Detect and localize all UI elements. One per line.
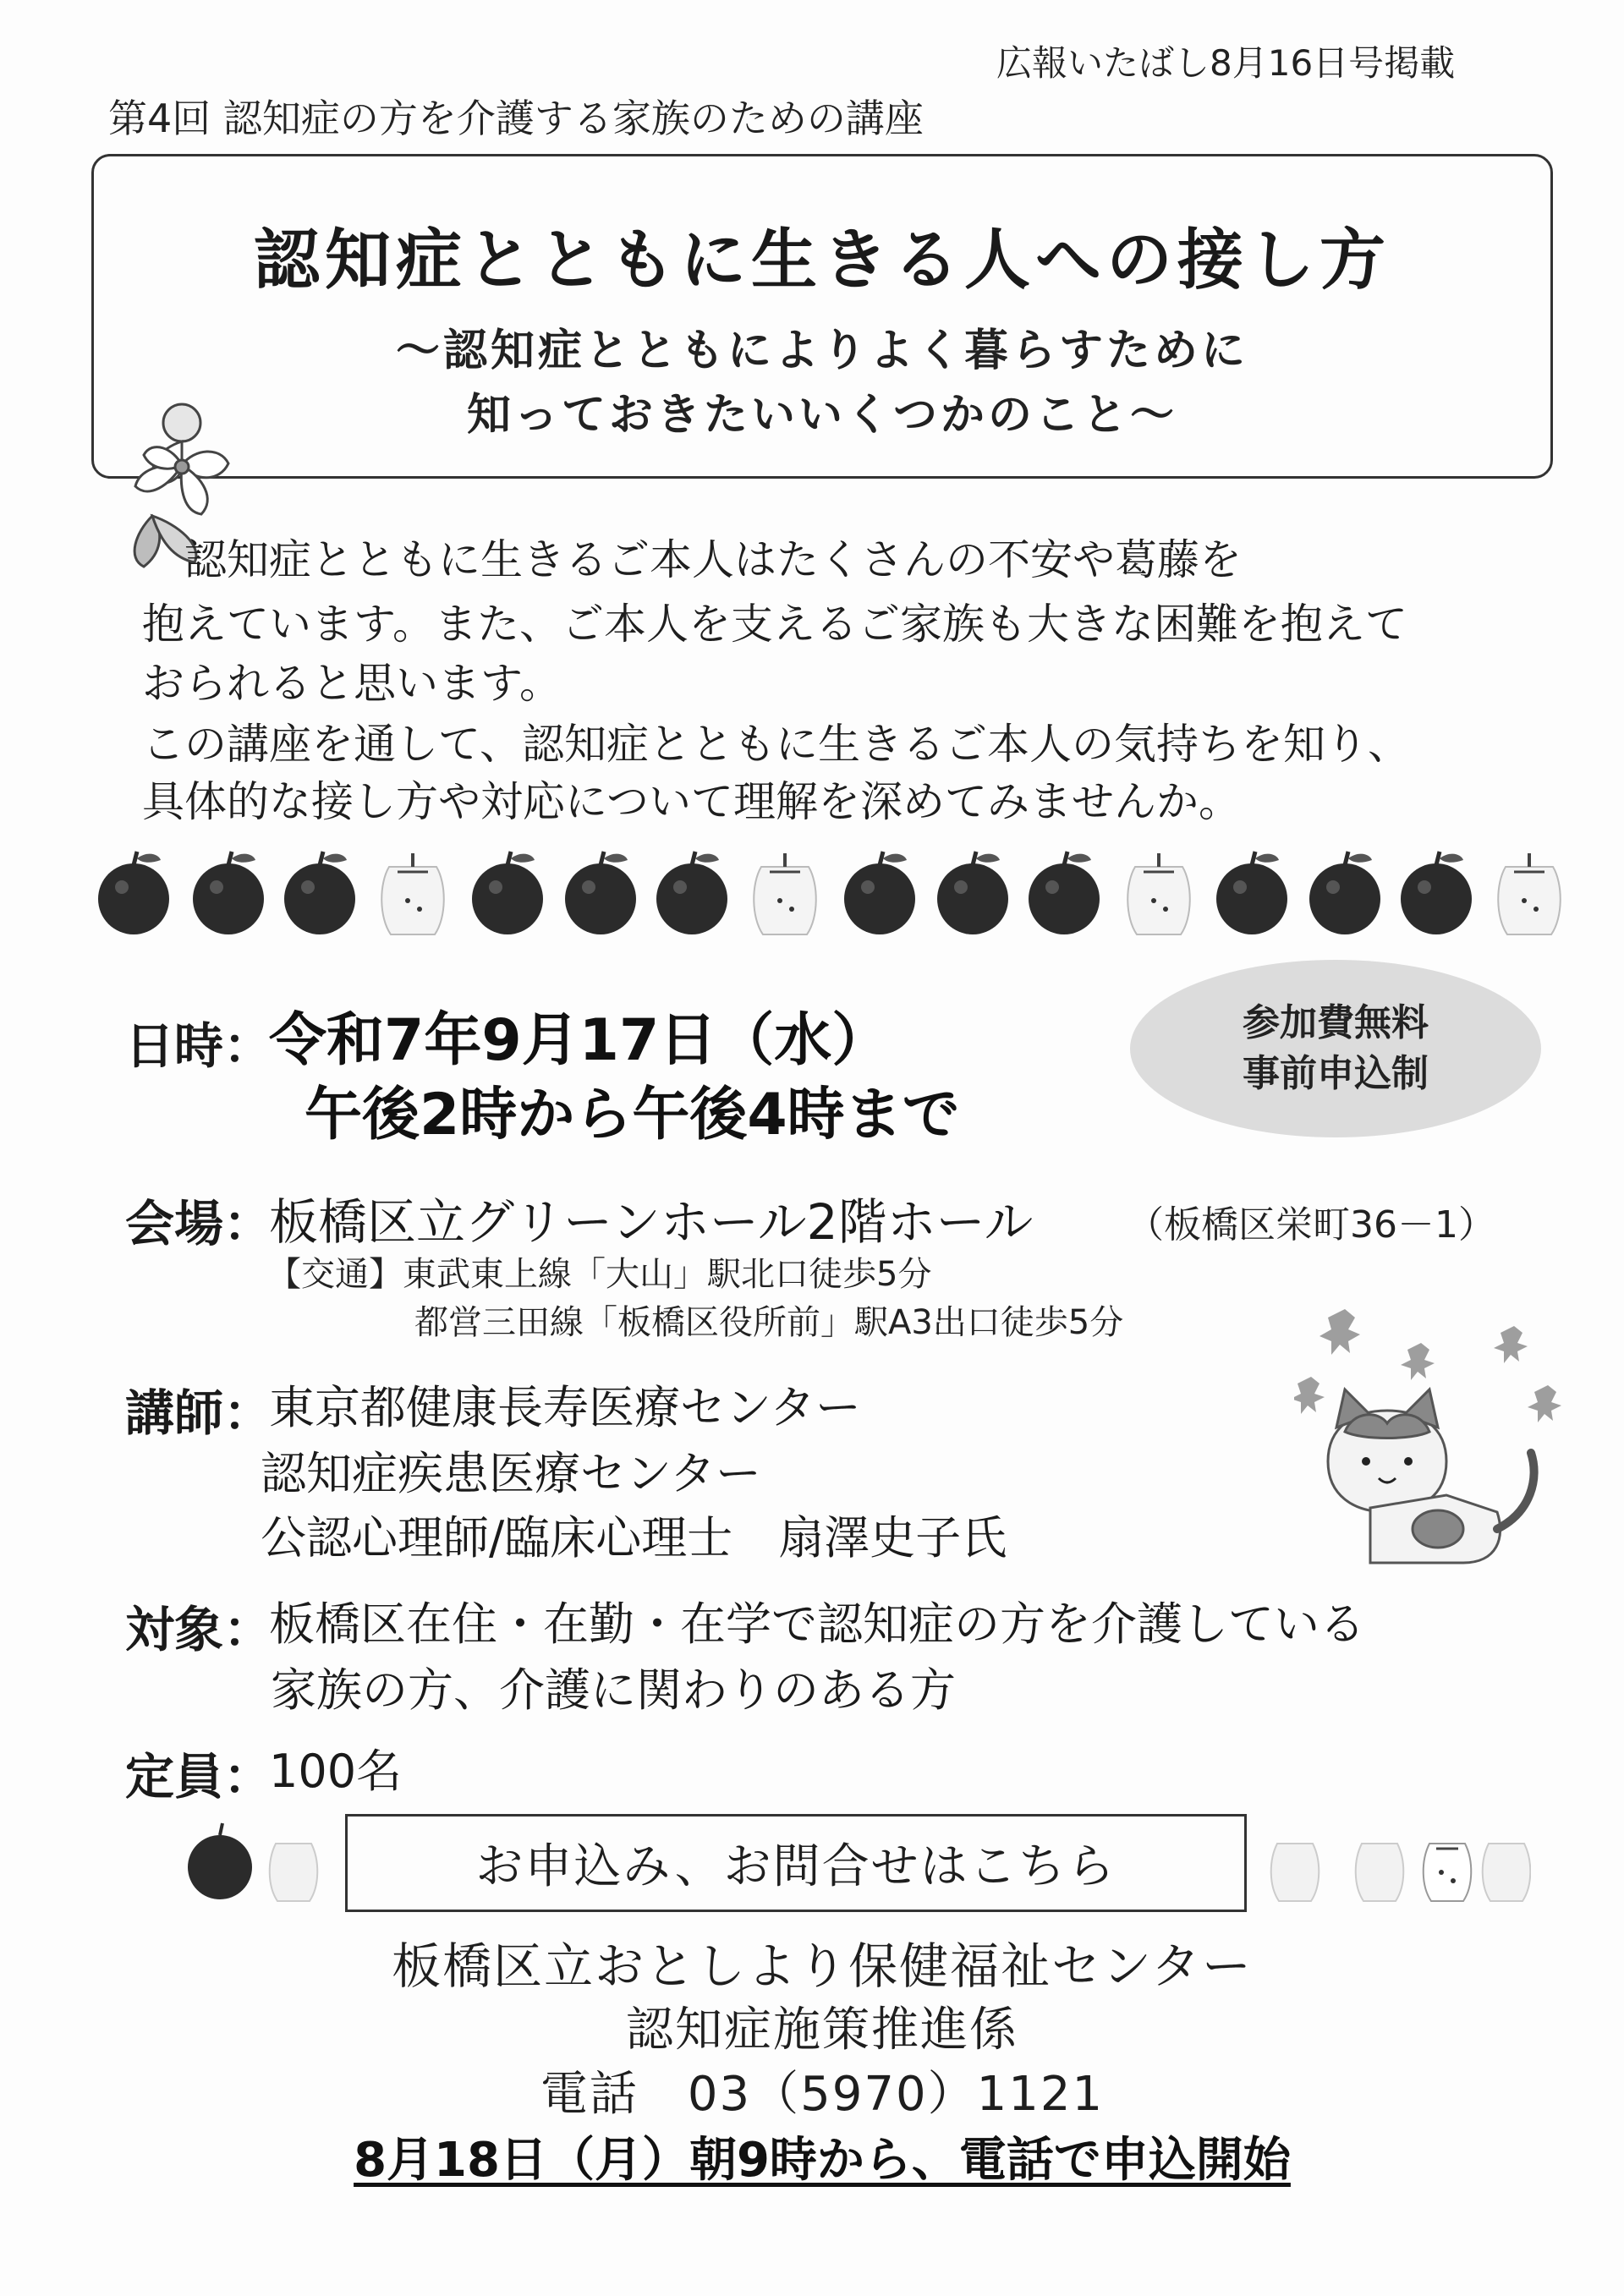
cut-apple-icon	[1483, 1844, 1531, 1901]
badge-line-2: 事前申込制	[1243, 1052, 1429, 1095]
apple-icon	[1401, 852, 1472, 934]
apple-icon	[1029, 852, 1100, 934]
fee-badge	[1130, 960, 1541, 1137]
cut-apple-icon	[754, 853, 816, 934]
badge-line-1: 参加費無料	[1243, 1001, 1429, 1044]
access-line-2: 都営三田線「板橋区役所前」駅A3出口徒歩5分	[414, 1303, 1124, 1342]
contact-phone: 電話 03（5970）1121	[540, 2067, 1105, 2122]
apple-icon	[565, 852, 636, 934]
venue-value: 板橋区立グリーンホール2階ホール	[269, 1193, 1034, 1251]
contact-deco-right	[1260, 1818, 1531, 1911]
cut-apple-icon	[1498, 853, 1561, 934]
apple-icon	[1216, 852, 1287, 934]
lecturer-label: 講師：	[125, 1384, 273, 1442]
apple-icon	[188, 1823, 252, 1899]
apple-icon	[937, 852, 1008, 934]
cut-apple-icon	[381, 853, 444, 934]
target-line-2: 家族の方、介護に関わりのある方	[271, 1663, 956, 1717]
date-value: 令和7年9月17日（水）	[269, 1007, 890, 1074]
series-title: 第4回 認知症の方を介護する家族のための講座	[108, 96, 924, 141]
leaf-icon	[1494, 1326, 1528, 1363]
apple-icon	[656, 852, 727, 934]
apple-icon	[98, 852, 169, 934]
capacity-value: 100名	[269, 1745, 403, 1798]
access-line-1: 【交通】東武東上線「大山」駅北口徒歩5分	[267, 1255, 932, 1294]
lecturer-line-3: 公認心理師/臨床心理士 扇澤史子氏	[261, 1511, 1007, 1564]
apple-icon	[193, 852, 264, 934]
time-value: 午後2時から午後4時まで	[304, 1082, 960, 1148]
intro-line-3: おられると思います。	[142, 659, 562, 708]
cut-apple-icon	[270, 1844, 318, 1901]
apple-icon	[284, 852, 355, 934]
apple-icon	[844, 852, 915, 934]
cut-apple-icon	[1424, 1844, 1472, 1901]
cat-illustration	[1294, 1292, 1582, 1580]
apple-icon	[1309, 852, 1380, 934]
lecturer-line-1: 東京都健康長寿医療センター	[269, 1381, 861, 1434]
intro-line-5: 具体的な接し方や対応について理解を深めてみませんか。	[142, 777, 1241, 826]
contact-dept: 認知症施策推進係	[626, 2003, 1018, 2058]
contact-box	[345, 1814, 1247, 1912]
contact-box-label: お申込み、お問合せはこちら	[475, 1839, 1116, 1894]
venue-address: （板橋区栄町36－1）	[1127, 1203, 1495, 1247]
application-start: 8月18日（月）朝9時から、電話で申込開始	[354, 2133, 1291, 2188]
lecturer-line-2: 認知症疾患医療センター	[261, 1447, 761, 1500]
subtitle-line-2: 知っておきたいいくつかのこと～	[466, 390, 1177, 441]
intro-line-1: 認知症とともに生きるご本人はたくさんの不安や葛藤を	[142, 535, 1242, 584]
target-label: 対象：	[125, 1601, 273, 1658]
apple-row	[91, 850, 1563, 943]
leaf-icon	[1294, 1377, 1325, 1414]
target-line-1: 板橋区在住・在勤・在学で認知症の方を介護している	[269, 1597, 1365, 1651]
intro-line-4: この講座を通して、認知症とともに生きるご本人の気持ちを知り、	[142, 720, 1410, 769]
apple-icon	[472, 852, 543, 934]
subtitle-line-1: ～認知症とともによりよく暮らすために	[395, 326, 1248, 376]
cut-apple-icon	[1127, 853, 1190, 934]
cut-apple-icon	[1356, 1844, 1404, 1901]
leaf-icon	[1320, 1309, 1360, 1355]
intro-line-2: 抱えています。また、ご本人を支えるご家族も大きな困難を抱えて	[142, 600, 1407, 649]
contact-org: 板橋区立おとしより保健福祉センター	[392, 1937, 1253, 1995]
main-title: 認知症とともに生きる人への接し方	[253, 222, 1391, 299]
publication-note: 広報いたばし8月16日号掲載	[996, 42, 1456, 84]
contact-deco-left	[127, 1818, 330, 1911]
cut-apple-icon	[1271, 1844, 1320, 1901]
date-label: 日時：	[125, 1017, 273, 1075]
capacity-label: 定員：	[125, 1748, 273, 1806]
leaf-icon	[1401, 1343, 1435, 1380]
leaf-icon	[1528, 1385, 1561, 1422]
venue-label: 会場：	[125, 1195, 273, 1252]
